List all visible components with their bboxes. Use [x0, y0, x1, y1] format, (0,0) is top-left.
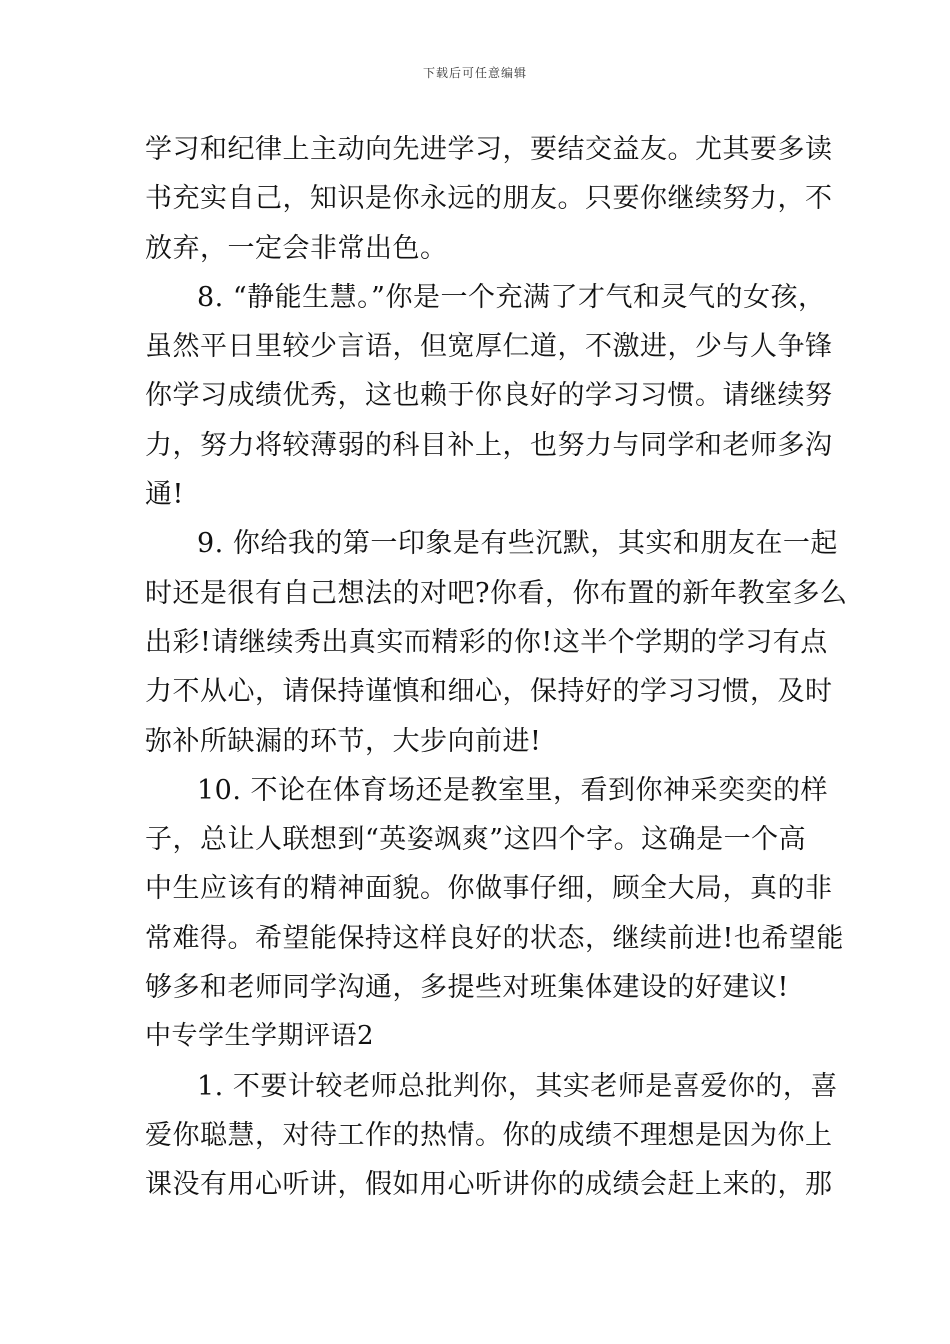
text-line: 出彩!请继续秀出真实而精彩的你!这半个学期的学习有点: [145, 626, 828, 658]
text-line: 力，努力将较薄弱的科目补上，也努力与同学和老师多沟: [145, 429, 833, 461]
text-line: 课没有用心听讲，假如用心听讲你的成绩会赶上来的，那: [145, 1169, 833, 1201]
page-header: 下载后可任意编辑: [422, 66, 527, 80]
text-line: 学习和纪律上主动向先进学习，要结交益友。尤其要多读: [145, 134, 833, 165]
paragraph-start-9: 9. 你给我的第一印象是有些沉默，其实和朋友在一起: [197, 528, 838, 560]
text-line: 时还是很有自己想法的对吧?你看，你布置的新年教室多么: [145, 577, 848, 609]
paragraph-start-1: 1. 不要计较老师总批判你，其实老师是喜爱你的，喜: [197, 1070, 838, 1102]
text-line: 够多和老师同学沟通，多提些对班集体建设的好建议!: [145, 972, 789, 1004]
text-line: 常难得。希望能保持这样良好的状态，继续前进!也希望能: [145, 922, 844, 954]
text-line: 爱你聪慧，对待工作的热情。你的成绩不理想是因为你上: [145, 1119, 833, 1151]
text-line: 虽然平日里较少言语，但宽厚仁道，不激进，少与人争锋: [145, 331, 833, 363]
section-heading: 中专学生学期评语2: [145, 1021, 375, 1052]
text-line: 弥补所缺漏的环节，大步向前进!: [145, 725, 542, 757]
document-body: [145, 125, 848, 1210]
text-line: 书充实自己，知识是你永远的朋友。只要你继续努力，不: [145, 183, 833, 215]
text-line: 中生应该有的精神面貌。你做事仔细，顾全大局，真的非: [145, 873, 833, 905]
paragraph-start-10: 10. 不论在体育场还是教室里，看到你神采奕奕的样: [197, 774, 829, 806]
text-line: 你学习成绩优秀，这也赖于你良好的学习习惯。请继续努: [145, 380, 833, 412]
text-line: 力不从心，请保持谨慎和细心，保持好的学习习惯，及时: [145, 676, 833, 708]
text-line: 放弃，一定会非常出色。: [145, 232, 448, 264]
paragraph-start-8: 8. “静能生慧。”你是一个充满了才气和灵气的女孩，: [197, 281, 826, 313]
text-line: 通!: [145, 479, 184, 511]
text-line: 子，总让人联想到“英姿飒爽”这四个字。这确是一个高: [145, 824, 807, 856]
